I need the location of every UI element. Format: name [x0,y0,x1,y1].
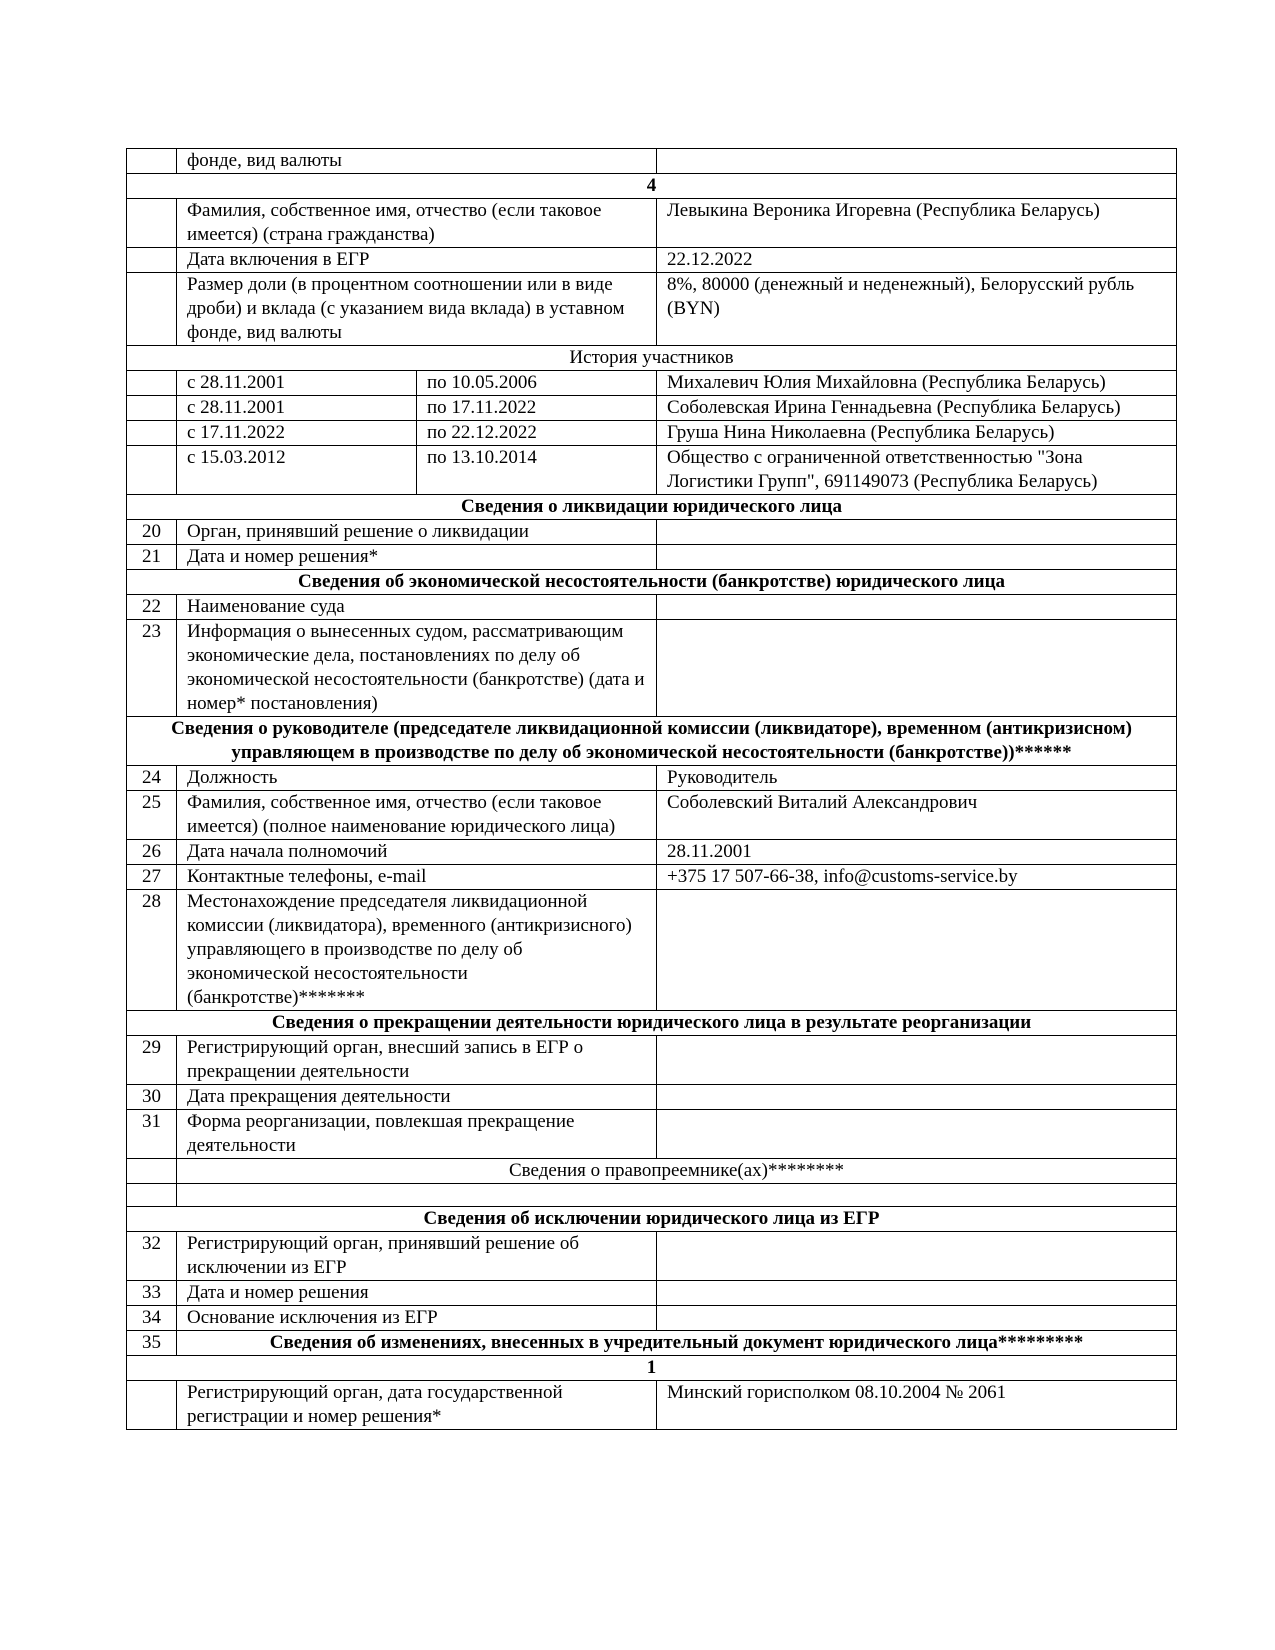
field-label: Фамилия, собственное имя, отчество (если таковое имеется) (полное наименование юридического лица) [177,791,657,840]
history-to-date: по 10.05.2006 [417,371,657,396]
row-number: 20 [127,520,177,545]
field-value [657,595,1177,620]
numbered-header-row [127,1184,1177,1207]
field-row [127,1110,1177,1159]
field-value [657,1281,1177,1306]
field-row [127,1306,1177,1331]
history-from-date: с 28.11.2001 [177,396,417,421]
field-value: 8%, 80000 (денежный и неденежный), Белорусский рубль (BYN) [657,273,1177,346]
row-number: 26 [127,840,177,865]
field-label: Местонахождение председателя ликвидационной комиссии (ликвидатора), временного (антикризисного) управляющего в производстве по делу об экономической несостоятельности (банкротстве)******* [177,890,657,1011]
row-number: 34 [127,1306,177,1331]
field-value: 28.11.2001 [657,840,1177,865]
participant-history-row [127,421,1177,446]
field-label: Орган, принявший решение о ликвидации [177,520,657,545]
egr-extract-table [126,148,1177,1430]
section-header-row [127,717,1177,766]
field-label: Регистрирующий орган, внесший запись в ЕГР о прекращении деятельности [177,1036,657,1085]
field-label: Размер доли (в процентном соотношении или в виде дроби) и вклада (с указанием вида вклада) в уставном фонде, вид валюты [177,273,657,346]
field-label: Дата включения в ЕГР [177,248,657,273]
row-number: 28 [127,890,177,1011]
field-label: Дата и номер решения [177,1281,657,1306]
field-label: Наименование суда [177,595,657,620]
field-label: Регистрирующий орган, принявший решение об исключении из ЕГР [177,1232,657,1281]
section-header: Сведения об изменениях, внесенных в учредительный документ юридического лица********* [177,1331,1177,1356]
document-page [126,148,1176,1430]
participant-history-row [127,396,1177,421]
field-row [127,149,1177,174]
field-value: Минский горисполком 08.10.2004 № 2061 [657,1381,1177,1430]
row-number: 30 [127,1085,177,1110]
field-value [657,520,1177,545]
row-number [127,396,177,421]
field-label: Дата начала полномочий [177,840,657,865]
section-header: Сведения об исключении юридического лица из ЕГР [127,1207,1177,1232]
row-number: 25 [127,791,177,840]
section-header-row [127,346,1177,371]
field-row [127,1036,1177,1085]
field-value [657,1232,1177,1281]
section-header-row [127,495,1177,520]
field-value [657,620,1177,717]
participant-name: Общество с ограниченной ответственностью "Зона Логистики Групп", 691149073 (Республика Беларусь) [657,446,1177,495]
row-number [127,248,177,273]
field-row [127,766,1177,791]
field-label: Информация о вынесенных судом, рассматривающим экономические дела, постановлениях по делу об экономической несостоятельности (банкротстве) (дата и номер* постановления) [177,620,657,717]
history-from-date: с 17.11.2022 [177,421,417,446]
field-row [127,1232,1177,1281]
field-row [127,273,1177,346]
field-row [127,595,1177,620]
field-row [127,620,1177,717]
field-row [127,1085,1177,1110]
field-value [657,1036,1177,1085]
field-label: Дата прекращения деятельности [177,1085,657,1110]
participant-history-row [127,446,1177,495]
row-number: 27 [127,865,177,890]
section-header: Сведения об экономической несостоятельности (банкротстве) юридического лица [127,570,1177,595]
field-value: Руководитель [657,766,1177,791]
participant-name: Соболевская Ирина Геннадьевна (Республика Беларусь) [657,396,1177,421]
row-number [127,371,177,396]
section-header-row [127,1356,1177,1381]
row-number [127,273,177,346]
row-number: 24 [127,766,177,791]
participant-name: Михалевич Юлия Михайловна (Республика Беларусь) [657,371,1177,396]
section-header: 1 [127,1356,1177,1381]
field-value [657,545,1177,570]
row-number [127,1184,177,1207]
row-number [127,1159,177,1184]
section-header-row [127,570,1177,595]
field-value [657,1306,1177,1331]
section-header [177,1184,1177,1207]
row-number: 31 [127,1110,177,1159]
row-number: 22 [127,595,177,620]
field-label: Основание исключения из ЕГР [177,1306,657,1331]
field-label: Контактные телефоны, e-mail [177,865,657,890]
field-label: Дата и номер решения* [177,545,657,570]
participant-name: Груша Нина Николаевна (Республика Беларусь) [657,421,1177,446]
history-to-date: по 13.10.2014 [417,446,657,495]
field-row [127,840,1177,865]
field-value [657,890,1177,1011]
row-number: 23 [127,620,177,717]
field-row [127,520,1177,545]
row-number [127,199,177,248]
numbered-header-row [127,1331,1177,1356]
history-from-date: с 15.03.2012 [177,446,417,495]
row-number [127,149,177,174]
field-value [657,1085,1177,1110]
field-row [127,248,1177,273]
field-label: Фамилия, собственное имя, отчество (если таковое имеется) (страна гражданства) [177,199,657,248]
participant-history-row [127,371,1177,396]
field-label: Регистрирующий орган, дата государственной регистрации и номер решения* [177,1381,657,1430]
field-row [127,545,1177,570]
row-number [127,421,177,446]
field-label: Должность [177,766,657,791]
row-number: 33 [127,1281,177,1306]
section-header-row [127,1207,1177,1232]
field-row [127,1381,1177,1430]
field-value: Левыкина Вероника Игоревна (Республика Беларусь) [657,199,1177,248]
row-number: 29 [127,1036,177,1085]
field-row [127,890,1177,1011]
row-number [127,446,177,495]
field-row [127,865,1177,890]
field-value [657,1110,1177,1159]
field-label: Форма реорганизации, повлекшая прекращение деятельности [177,1110,657,1159]
table-body [127,149,1177,1430]
section-header: Сведения о правопреемнике(ах)******** [177,1159,1177,1184]
field-value: Соболевский Виталий Александрович [657,791,1177,840]
field-value: +375 17 507-66-38, info@customs-service.by [657,865,1177,890]
history-from-date: с 28.11.2001 [177,371,417,396]
section-header-row [127,1011,1177,1036]
field-value [657,149,1177,174]
section-header: Сведения о ликвидации юридического лица [127,495,1177,520]
section-header: Сведения о руководителе (председателе ликвидационной комиссии (ликвидаторе), временном (антикризисном) управляющем в производстве по делу об экономической несостоятельности (банкротстве))****** [127,717,1177,766]
field-value: 22.12.2022 [657,248,1177,273]
section-header: Сведения о прекращении деятельности юридического лица в результате реорганизации [127,1011,1177,1036]
row-number: 32 [127,1232,177,1281]
field-row [127,1281,1177,1306]
history-to-date: по 22.12.2022 [417,421,657,446]
row-number: 21 [127,545,177,570]
field-row [127,199,1177,248]
history-to-date: по 17.11.2022 [417,396,657,421]
section-header: История участников [127,346,1177,371]
field-row [127,791,1177,840]
section-header: 4 [127,174,1177,199]
section-header-row [127,174,1177,199]
row-number [127,1381,177,1430]
row-number: 35 [127,1331,177,1356]
field-label: фонде, вид валюты [177,149,657,174]
numbered-header-row [127,1159,1177,1184]
